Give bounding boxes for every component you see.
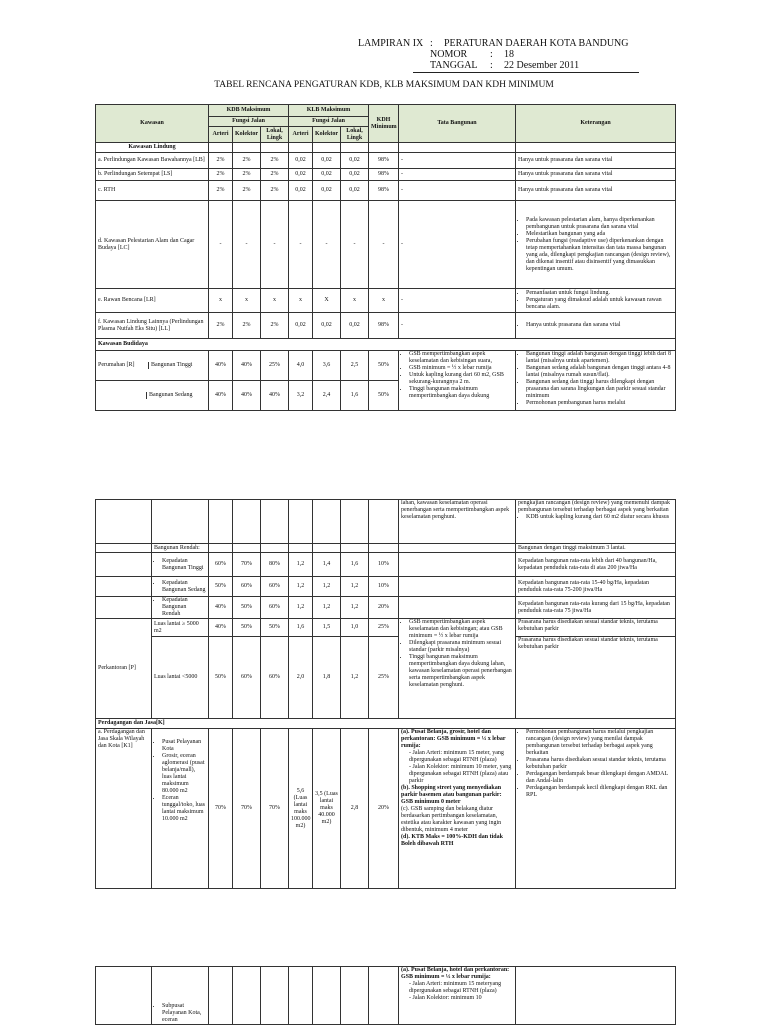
col-fungsi-jalan-klb: Fungsi Jalan (289, 117, 369, 127)
table-row: a. Perdagangan dan Jasa Skala Wilayah dan Kota [K1] • Pusat Pelayanan Kota • Grosir, eceran aglomerasi (pusat belanja/mall), luas lantai maksimum 80.000 m2 • Eceran tunggal/toko, luas lantai maksimum 10.000 m2 70% 70% 70% 5,6 (Luas lantai maks 100.000 m2) 3,5 (Luas lantai maks 40.000 m2) 2,8 20% (a). Pusat Belanja, grosir, hotel dan perkantoran: GSB minimum = ½ x lebar rumija: - Jalan Arteri: minimum 15 meter, yang dipergunakan sebagai RTNH (plaza) - Jalan Kolektor: minimum 10 meter, yang dipergunakan sebagai RTNH (plaza) atau parkir (b). Shopping street yang menyediakan parkir basemen atau bangunan parkir: GSB minimum 0 meter (c). GSB samping dan belakang diatur berdasarkan pertimbangan keselamatan, estetika atau karakter kawasan yang ingin dibentuk, minimum 4 meter (d). KTB Maks = 100%-KDH dan tidak Boleh dibawah RTH • Permohonan pembangunan harus melalui pengkajian rancangan (design review) yang menilai dampak pembangunan tersebut terhadap berbagai aspek yang berkaitan • Prasarana harus disediakan sesuai standar teknis, terutama kebutuhan parkir • Perdagangan berdampak besar dilengkapi dengan AMDAL dan Andal-lalin • Perdagangan berdampak kecil dilengkapi dengan RKL dan RPL (96, 729, 676, 889)
table-row: Luas lantai <5000 50% 60% 60% 2,0 1,8 1,2 25% Prasarana harus disediakan sesuai standar teknis, terutama kebutuhan parkir (96, 637, 676, 719)
table-row: Bangunan Sedang 40% 40% 40% 3,2 2,4 1,6 50% (96, 381, 676, 411)
document-header (358, 38, 628, 71)
table-row: e. Rawan Bencana [LR] x x x x X x x - • Pemanfaatan untuk fungsi lindung. • Pengaturan yang dimaksud adalah untuk kawasan rawan bencana alam. (96, 289, 676, 313)
col-klb: KLB Maksimum (289, 105, 369, 117)
col-fungsi-jalan-kdb: Fungsi Jalan (209, 117, 289, 127)
col-lokal: Lokal, Lingk (341, 127, 369, 143)
nomor-label: NOMOR (430, 49, 468, 60)
table-title: TABEL RENCANA PENGATURAN KDB, KLB MAKSIMUM DAN KDH MINIMUM (214, 80, 554, 90)
col-arteri: Arteri (289, 127, 313, 143)
table-row: c. RTH 2% 2% 2% 0,02 0,02 0,02 98% - Hanya untuk prasarana dan sarana vital (96, 181, 676, 201)
table-row: Perkantoran [P] Luas lantai ≥ 5000 m2 40% 50% 50% 1,6 1,5 1,0 25% • GSB mempertimbangkan aspek keselamatan dan kebisingan; atau GSB minimum = ½ x lebar rumija • Dilengkapi prasarana minimum sesuai standar (parkir misalnya) • Tinggi bangunan maksimum mempertimbangkan daya dukung lahan, kawasan keselamatan operasi penerbangan serta mempertimbangkan aspek keselamatan penghuni. Prasarana harus disediakan sesuai standar teknis, terutama kebutuhan parkir (96, 619, 676, 637)
table-row: a. Perlindungan Kawasan Bawahannya [LB] 2% 2% 2% 0,02 0,02 0,02 98% - Hanya untuk prasarana dan sarana vital (96, 153, 676, 169)
col-kdh: KDH Minimum (369, 105, 399, 143)
table-row: f. Kawasan Lindung Lainnya (Perlindungan Plasma Nutfah Eks Situ) [LL] 2% 2% 2% 0,02 0,02 0,02 98% - • Hanya untuk prasarana dan sarana vital (96, 313, 676, 339)
col-kolektor: Kolektor (313, 127, 341, 143)
section-title: Perdagangan dan Jasa[K] (96, 719, 676, 729)
table-row: • Kepadatan Bangunan Sedang 50% 60% 60% 1,2 1,2 1,2 10% Kepadatan bangunan rata-rata 15-40 bg/Ha, kepadatan penduduk rata-rata 75-200 jiwa/Ha (96, 577, 676, 597)
table-row: • Kepadatan Bangunan Rendah 40% 50% 60% 1,2 1,2 1,2 20% Kepadatan bangunan rata-rata kurang dari 15 bg/Ha, kepadatan penduduk rata-rata 75 jiwa/Ha (96, 597, 676, 619)
kdb-table-page2: lahan, kawasan keselamatan operasi penerbangan serta mempertimbangkan aspek keselamatan penghuni. pengkajian rancangan (design review) yang memenuhi dampak pembangunan tersebut terhadap berbagai aspek yang berkaitan • KDB untuk kapling kurang dari 60 m2 diatur secara khusus Bangunan Rendah: Bangunan dengan tinggi maksimum 3 lantai. • Kepadatan Bangunan Tinggi 60% 70% 80% 1,2 1,4 1,6 10% Kepadatan bangunan rata-rata lebih dari 40 bangunan/Ha, kepadatan penduduk rata-rata di atas 200 jiwa/Ha • Kepadatan Bangunan Sedang 50% 60% 60% 1,2 1,2 1,2 10% Kepadatan bangunan rata-rata 15-40 bg/Ha, kepadatan penduduk rata-rata 75-200 jiwa/Ha • Kepadatan Bangunan Rendah 40% 50% 60% 1,2 1,2 1,2 20% Kepadatan bangunan rata-rata kurang dari 15 bg/Ha, kepadatan penduduk rata-rata 75 jiwa/Ha Perkantoran [P] Luas lantai ≥ 5000 m2 40% 50% 50% 1,6 1,5 1,0 25% • GSB mempertimbangkan aspek keselamatan dan kebisingan; atau GSB minimum = ½ x lebar rumija • Dilengkapi prasarana minimum sesuai standar (parkir misalnya) • Tinggi bangunan maksimum mempertimbangkan daya dukung lahan, kawasan keselamatan operasi penerbangan serta mempertimbangkan aspek keselamatan penghuni. Prasarana harus disediakan sesuai standar teknis, terutama kebutuhan parkir Luas lantai <5000 50% 60% 60% 2,0 1,8 1,2 25% Prasarana harus disediakan sesuai standar teknis, terutama kebutuhan parkir Perdagangan dan Jasa[K] a. Perdagangan dan Jasa Skala Wilayah dan Kota [K1] • Pusat Pelayanan Kota • Grosir, eceran aglomerasi (pusat belanja/mall), luas lantai maksimum 80.000 m2 • Eceran tunggal/toko, luas lantai maksimum 10.000 m2 70% 70% 70% 5,6 (Luas lantai maks 100.000 m2) 3,5 (Luas lantai maks 40.000 m2) 2,8 20% (a). Pusat Belanja, grosir, hotel dan perkantoran: GSB minimum = ½ x lebar rumija: - Jalan Arteri: minimum 15 meter, yang dipergunakan sebagai RTNH (plaza) - Jalan Kolektor: minimum 10 meter, yang dipergunakan sebagai RTNH (plaza) atau parkir (b). Shopping street yang menyediakan parkir basemen atau bangunan parkir: GSB minimum 0 meter (c). GSB samping dan belakang diatur berdasarkan pertimbangan keselamatan, estetika atau karakter kawasan yang ingin dibentuk, minimum 4 meter (d). KTB Maks = 100%-KDH dan tidak Boleh dibawah RTH • Permohonan pembangunan harus melalui pengkajian rancangan (design review) yang menilai dampak pembangunan tersebut terhadap berbagai aspek yang berkaitan • Prasarana harus disediakan sesuai standar teknis, terutama kebutuhan parkir • Perdagangan berdampak besar dilengkapi dengan AMDAL dan Andal-lalin • Perdagangan berdampak kecil dilengkapi dengan RKL dan RPL (95, 499, 676, 889)
tanggal-value: 22 Desember 2011 (504, 60, 580, 71)
header-rule (413, 72, 639, 73)
kdb-table-page1 (95, 104, 676, 411)
col-kolektor: Kolektor (233, 127, 261, 143)
col-ket: Keterangan (516, 105, 676, 143)
tanggal-label: TANGGAL (430, 60, 478, 71)
separator: : (490, 49, 493, 60)
table-row: Perumahan [R] Bangunan Tinggi 40% 40% 25% 4,0 3,6 2,5 50% • GSB mempertimbangkan aspek keselamatan dan kebisingan suara, • GSB minimum = ½ x lebar rumija • Untuk kapling kurang dari 60 m2, GSB sekurang-kurangnya 2 m. • Tinggi bangunan maksimum mempertimbangkan daya dukung • Bangunan tinggi adalah bangunan dengan tinggi lebih dari 8 lantai (misalnya untuk apartemen). • Bangunan sedang adalah bangunan dengan tinggi antara 4-8 lantai (misalnya rumah susun/flat). • Bangunan sedang dan tinggi harus dilengkapi dengan prasarana dan sarana lingkungan dan parkir sesuai standar minimum • Permohonan pembangunan harus melalui (96, 351, 676, 381)
table-row: d. Kawasan Pelestarian Alam dan Cagar Budaya [LC] - - - - - - - - • Pada kawasan pelestarian alam, hanya diperkenankan pembangunan untuk prasarana dan sarana vital • Melestarikan bangunan yang ada • Perubahan fungsi (readaptive use) diperkenankan dengan tetap mempertahankan intensitas dan tata massa bangunan yang ada, dilengkapi pengkajian rancangan (design review), dan dikenai insentif atau disinsentif yang dimasukkan kepentingan umum. (96, 201, 676, 289)
rendah-ket: Bangunan dengan tinggi maksimum 3 lantai. (516, 544, 676, 553)
section-title: Kawasan Budidaya (96, 339, 676, 351)
table-row: b. Perlindungan Setempat [LS] 2% 2% 2% 0,02 0,02 0,02 98% - Hanya untuk prasarana dan sarana vital (96, 169, 676, 181)
col-tata: Tata Bangunan (399, 105, 516, 143)
separator: : (490, 60, 493, 71)
lampiran-label: LAMPIRAN IX (358, 38, 424, 49)
kdb-table-page3: • Subpusat Pelayanan Kota, eceran (a). Pusat Belanja, hotel dan perkantoran: GSB minimum = ½ x lebar rumija: - Jalan Arteri: minimum 15 meteryang dipergunakan sebagai RTNH (plaza) - Jalan Kolektor: minimum 10 (95, 966, 676, 1025)
separator: : (430, 38, 433, 49)
rendah-label: Bangunan Rendah: (152, 544, 209, 553)
ket-continued: pengkajian rancangan (design review) yang memenuhi dampak pembangunan tersebut terhadap berbagai aspek yang berkaitan (518, 500, 670, 513)
lampiran-value: PERATURAN DAERAH KOTA BANDUNG (444, 38, 629, 49)
tata-continued: lahan, kawasan keselamatan operasi penerbangan serta mempertimbangkan aspek keselamatan penghuni. (399, 500, 516, 544)
section-title: Kawasan Lindung (96, 143, 209, 153)
nomor-value: 18 (504, 49, 514, 60)
col-arteri: Arteri (209, 127, 233, 143)
col-lokal: Lokal, Lingk (261, 127, 289, 143)
col-kawasan: Kawasan (96, 105, 209, 143)
table-row: • Kepadatan Bangunan Tinggi 60% 70% 80% 1,2 1,4 1,6 10% Kepadatan bangunan rata-rata lebih dari 40 bangunan/Ha, kepadatan penduduk rata-rata di atas 200 jiwa/Ha (96, 553, 676, 577)
col-kdb: KDB Maksimum (209, 105, 289, 117)
